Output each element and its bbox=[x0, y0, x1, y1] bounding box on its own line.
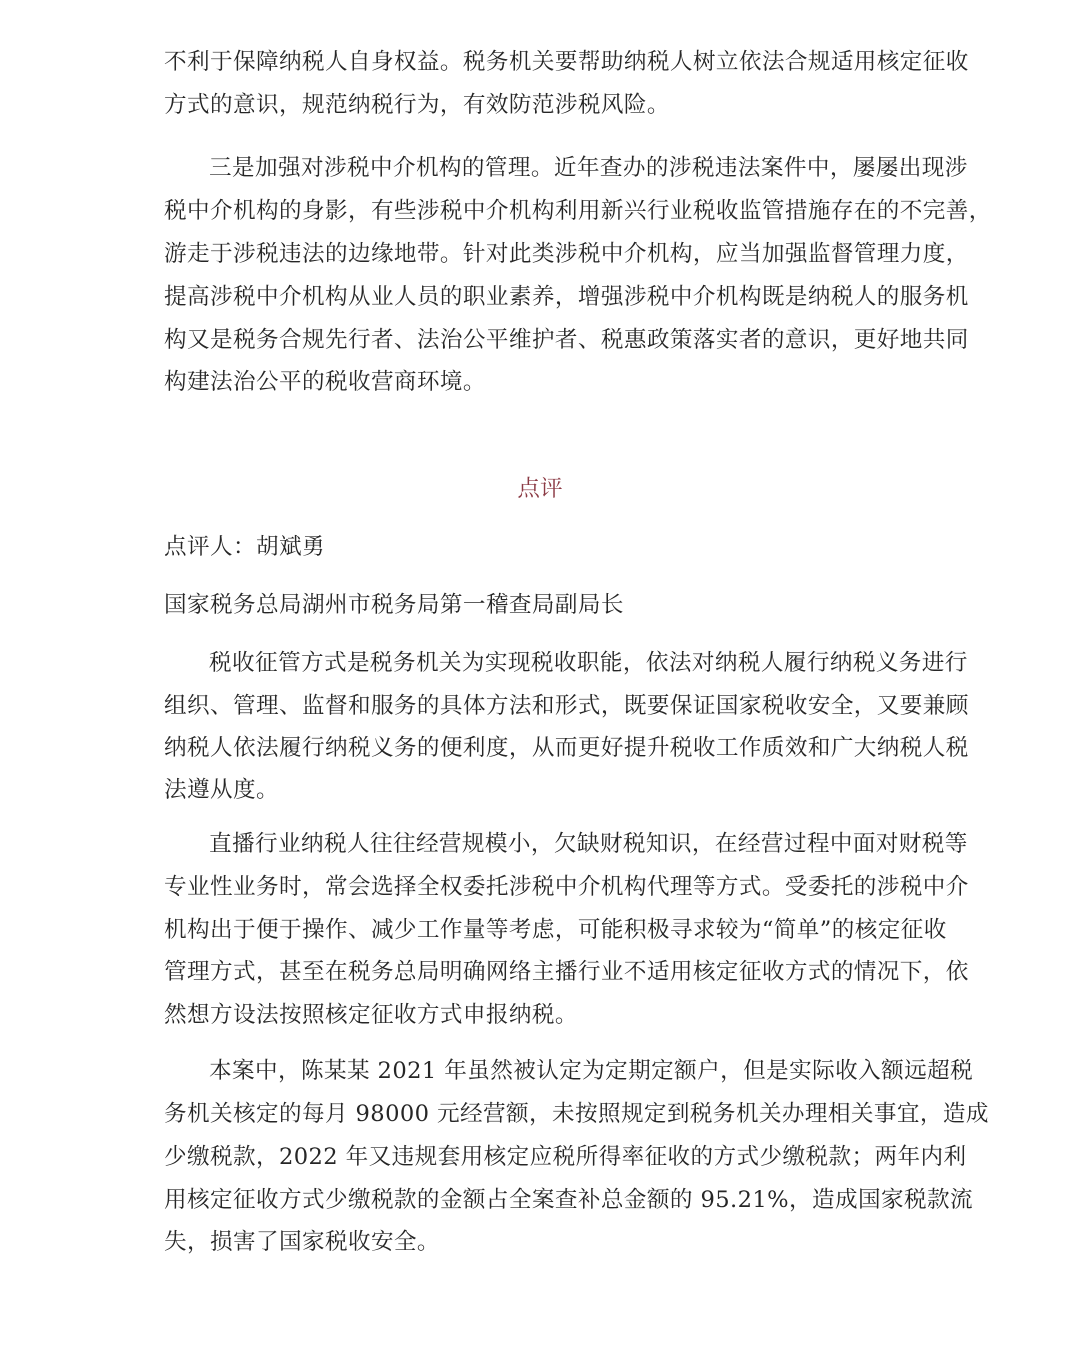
text-line: 务机关核定的每月 98000 元经营额，未按照规定到税务机关办理相关事宜，造成 bbox=[164, 1101, 989, 1127]
text-line: 法遵从度。 bbox=[164, 777, 279, 803]
text-line: 少缴税款，2022 年又违规套用核定应税所得率征收的方式少缴税款；两年内利 bbox=[164, 1144, 967, 1170]
text-line: 游走于涉税违法的边缘地带。针对此类涉税中介机构，应当加强监督管理力度， bbox=[164, 241, 969, 267]
text-line: 组织、管理、监督和服务的具体方法和形式，既要保证国家税收安全，又要兼顾 bbox=[164, 693, 969, 719]
text-line: 方式的意识，规范纳税行为，有效防范涉税风险。 bbox=[164, 92, 670, 118]
text-line: 然想方设法按照核定征收方式申报纳税。 bbox=[164, 1002, 578, 1028]
text-line: 机构出于便于操作、减少工作量等考虑，可能积极寻求较为“简单”的核定征收 bbox=[164, 917, 947, 943]
text-line: 失，损害了国家税收安全。 bbox=[164, 1229, 440, 1255]
text-line: 构又是税务合规先行者、法治公平维护者、税惠政策落实者的意识，更好地共同 bbox=[164, 327, 969, 353]
text-line: 不利于保障纳税人自身权益。税务机关要帮助纳税人树立依法合规适用核定征收 bbox=[164, 49, 969, 75]
text-line: 专业性业务时，常会选择全权委托涉税中介机构代理等方式。受委托的涉税中介 bbox=[164, 874, 969, 900]
review-heading: 点评 bbox=[517, 476, 563, 502]
text-line: 税中介机构的身影，有些涉税中介机构利用新兴行业税收监管措施存在的不完善， bbox=[164, 198, 992, 224]
reviewer-name: 点评人：胡斌勇 bbox=[164, 534, 325, 560]
text-line: 三是加强对涉税中介机构的管理。近年查办的涉税违法案件中，屡屡出现涉 bbox=[209, 155, 968, 181]
text-line: 纳税人依法履行纳税义务的便利度，从而更好提升税收工作质效和广大纳税人税 bbox=[164, 735, 969, 761]
text-line: 直播行业纳税人往往经营规模小，欠缺财税知识，在经营过程中面对财税等 bbox=[209, 831, 968, 857]
text-line: 税收征管方式是税务机关为实现税收职能，依法对纳税人履行纳税义务进行 bbox=[209, 650, 968, 676]
text-line: 管理方式，甚至在税务总局明确网络主播行业不适用核定征收方式的情况下，依 bbox=[164, 959, 969, 985]
text-line: 构建法治公平的税收营商环境。 bbox=[164, 369, 486, 395]
reviewer-title: 国家税务总局湖州市税务局第一稽查局副局长 bbox=[164, 592, 624, 618]
text-line: 本案中，陈某某 2021 年虽然被认定为定期定额户，但是实际收入额远超税 bbox=[209, 1058, 974, 1084]
text-line: 用核定征收方式少缴税款的金额占全案查补总金额的 95.21%，造成国家税款流 bbox=[164, 1187, 973, 1213]
text-line: 提高涉税中介机构从业人员的职业素养，增强涉税中介机构既是纳税人的服务机 bbox=[164, 284, 969, 310]
